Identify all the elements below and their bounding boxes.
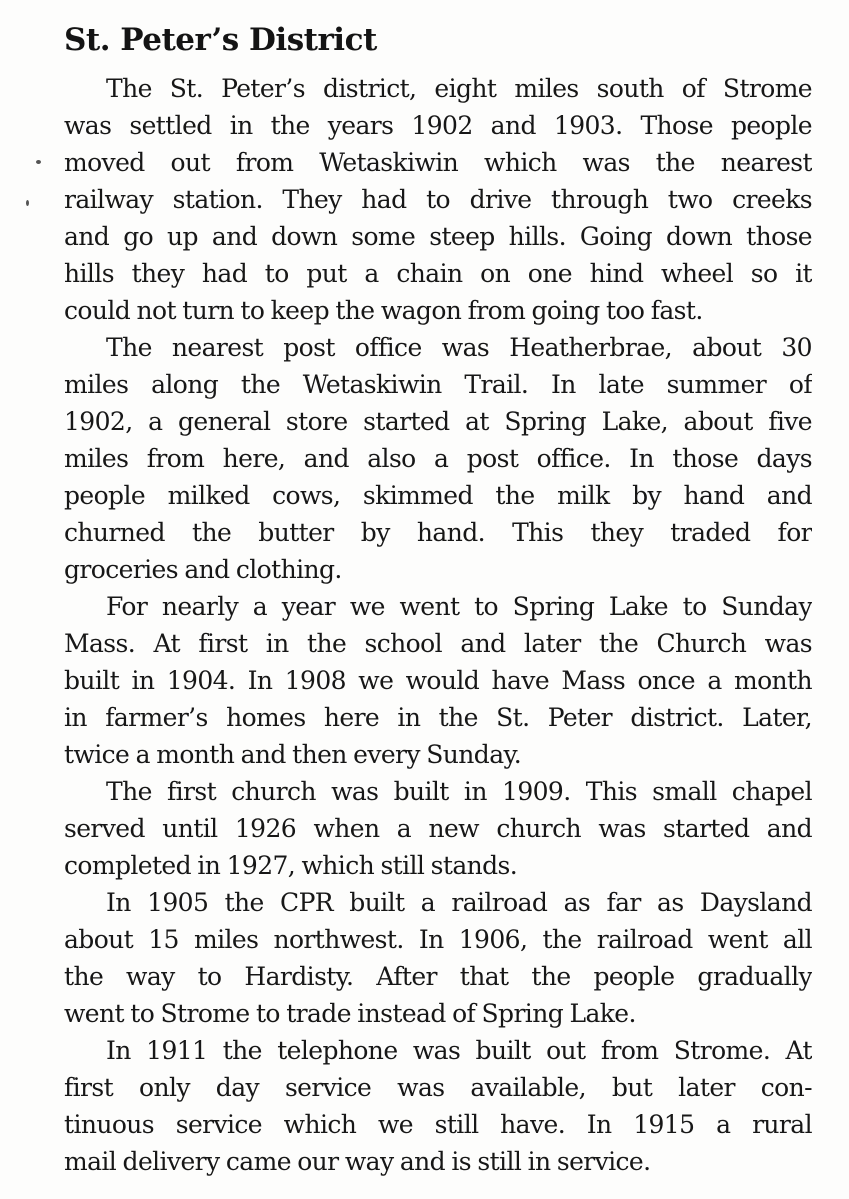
text-line: served until 1926 when a new church was started and xyxy=(64,814,812,843)
text-line: churned the butter by hand. This they traded for xyxy=(64,518,812,547)
text-line: and go up and down some steep hills. Going down those xyxy=(64,222,812,251)
text-line: first only day service was available, but later con- xyxy=(64,1073,812,1102)
text-line: was settled in the years 1902 and 1903. Those people xyxy=(64,111,812,140)
text-line: tinuous service which we still have. In 1915 a rural xyxy=(64,1110,812,1139)
text-line: completed in 1927, which still stands. xyxy=(64,851,518,880)
text-line: moved out from Wetaskiwin which was the nearest xyxy=(64,148,812,177)
text-line: The St. Peter’s district, eight miles south of Strome xyxy=(106,74,812,103)
text-line: about 15 miles northwest. In 1906, the railroad went all xyxy=(64,925,812,954)
text-line: In 1905 the CPR built a railroad as far as Daysland xyxy=(106,888,812,917)
text-line: people milked cows, skimmed the milk by hand and xyxy=(64,481,812,510)
text-line: Mass. At first in the school and later the Church was xyxy=(64,629,812,658)
text-line: miles along the Wetaskiwin Trail. In late summer of xyxy=(64,370,812,399)
text-line: the way to Hardisty. After that the people gradually xyxy=(64,962,812,991)
text-line: The first church was built in 1909. This small chapel xyxy=(106,777,812,806)
margin-mark xyxy=(36,160,41,164)
text-line: The nearest post office was Heatherbrae, about 30 xyxy=(106,333,812,362)
text-line: groceries and clothing. xyxy=(64,555,342,584)
text-line: For nearly a year we went to Spring Lake to Sunday xyxy=(106,592,812,621)
text-line: hills they had to put a chain on one hind wheel so it xyxy=(64,259,812,288)
text-line: twice a month and then every Sunday. xyxy=(64,740,522,769)
text-line: mail delivery came our way and is still in service. xyxy=(64,1147,651,1176)
text-line: miles from here, and also a post office. In those days xyxy=(64,444,812,473)
text-line: went to Strome to trade instead of Spring Lake. xyxy=(64,999,636,1028)
text-line: could not turn to keep the wagon from going too fast. xyxy=(64,296,703,325)
margin-mark xyxy=(26,200,29,206)
page-title: St. Peter’s District xyxy=(64,22,377,58)
text-line: in farmer’s homes here in the St. Peter district. Later, xyxy=(64,703,812,732)
text-line: built in 1904. In 1908 we would have Mass once a month xyxy=(64,666,812,695)
text-line: railway station. They had to drive through two creeks xyxy=(64,185,812,214)
article-body xyxy=(64,70,812,1180)
text-line: 1902, a general store started at Spring Lake, about five xyxy=(64,407,812,436)
text-line: In 1911 the telephone was built out from Strome. At xyxy=(106,1036,812,1065)
